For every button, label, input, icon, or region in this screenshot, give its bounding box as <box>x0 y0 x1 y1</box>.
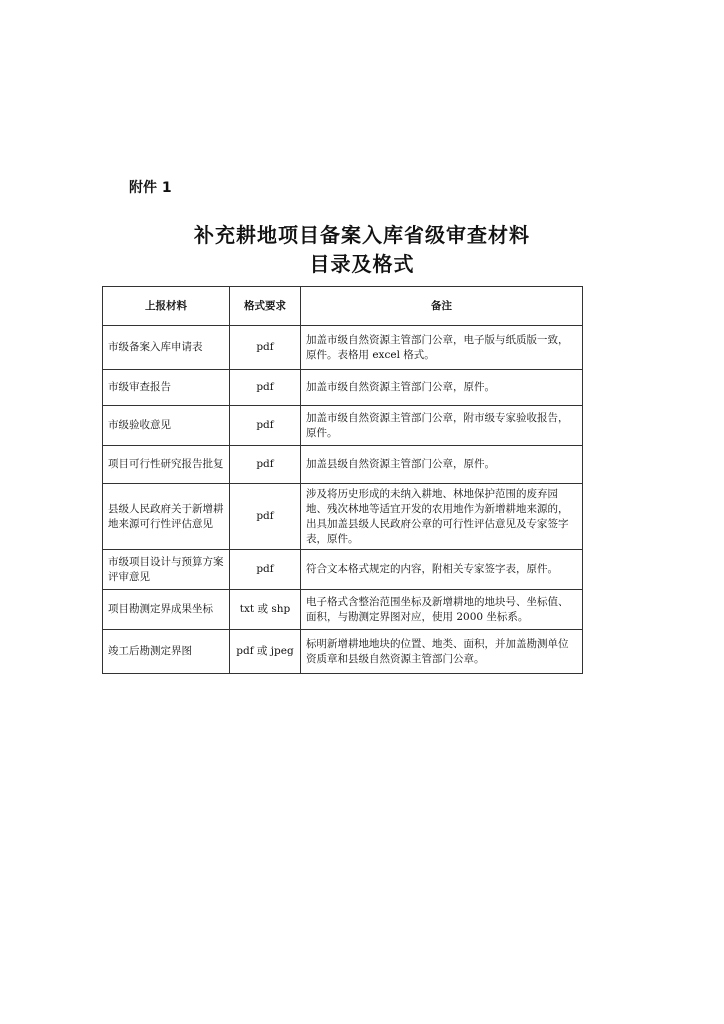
material-cell: 项目勘测定界成果坐标 <box>103 590 230 630</box>
table-row <box>103 446 583 484</box>
header-format: 格式要求 <box>230 287 301 326</box>
material-cell: 项目可行性研究报告批复 <box>103 446 230 484</box>
table-row <box>103 550 583 590</box>
material-cell: 市级项目设计与预算方案评审意见 <box>103 550 230 590</box>
table-row <box>103 326 583 370</box>
header-material: 上报材料 <box>103 287 230 326</box>
format-cell: pdf <box>230 484 301 550</box>
table-row <box>103 484 583 550</box>
note-cell: 符合文本格式规定的内容，附相关专家签字表，原件。 <box>301 550 583 590</box>
format-cell: pdf 或 jpeg <box>230 630 301 674</box>
table-header-row <box>103 287 583 326</box>
format-cell: pdf <box>230 446 301 484</box>
attachment-label: 附件 1 <box>129 180 172 196</box>
header-note: 备注 <box>301 287 583 326</box>
table-row <box>103 406 583 446</box>
material-cell: 竣工后勘测定界图 <box>103 630 230 674</box>
note-cell: 加盖市级自然资源主管部门公章，原件。 <box>301 370 583 406</box>
format-cell: pdf <box>230 406 301 446</box>
table-row <box>103 590 583 630</box>
note-cell: 加盖市级自然资源主管部门公章，电子版与纸质版一致，原件。表格用 excel 格式。 <box>301 326 583 370</box>
table-row <box>103 630 583 674</box>
note-cell: 电子格式含整治范围坐标及新增耕地的地块号、坐标值、面积，与勘测定界图对应，使用 2000 坐标系。 <box>301 590 583 630</box>
note-cell: 加盖市级自然资源主管部门公章，附市级专家验收报告，原件。 <box>301 406 583 446</box>
material-cell: 市级审查报告 <box>103 370 230 406</box>
document-title: 补充耕地项目备案入库省级审查材料 <box>194 223 530 247</box>
table-row <box>103 370 583 406</box>
format-cell: pdf <box>230 326 301 370</box>
document-subtitle: 目录及格式 <box>309 252 415 276</box>
note-cell: 加盖县级自然资源主管部门公章，原件。 <box>301 446 583 484</box>
format-cell: pdf <box>230 550 301 590</box>
material-cell: 市级备案入库申请表 <box>103 326 230 370</box>
material-cell: 市级验收意见 <box>103 406 230 446</box>
materials-table <box>102 286 583 674</box>
note-cell: 标明新增耕地地块的位置、地类、面积，并加盖勘测单位资质章和县级自然资源主管部门公章。 <box>301 630 583 674</box>
format-cell: txt 或 shp <box>230 590 301 630</box>
note-cell: 涉及将历史形成的未纳入耕地、林地保护范围的废弃园地、残次林地等适宜开发的农用地作为新增耕地来源的，出具加盖县级人民政府公章的可行性评估意见及专家签字表，原件。 <box>301 484 583 550</box>
format-cell: pdf <box>230 370 301 406</box>
material-cell: 县级人民政府关于新增耕地来源可行性评估意见 <box>103 484 230 550</box>
